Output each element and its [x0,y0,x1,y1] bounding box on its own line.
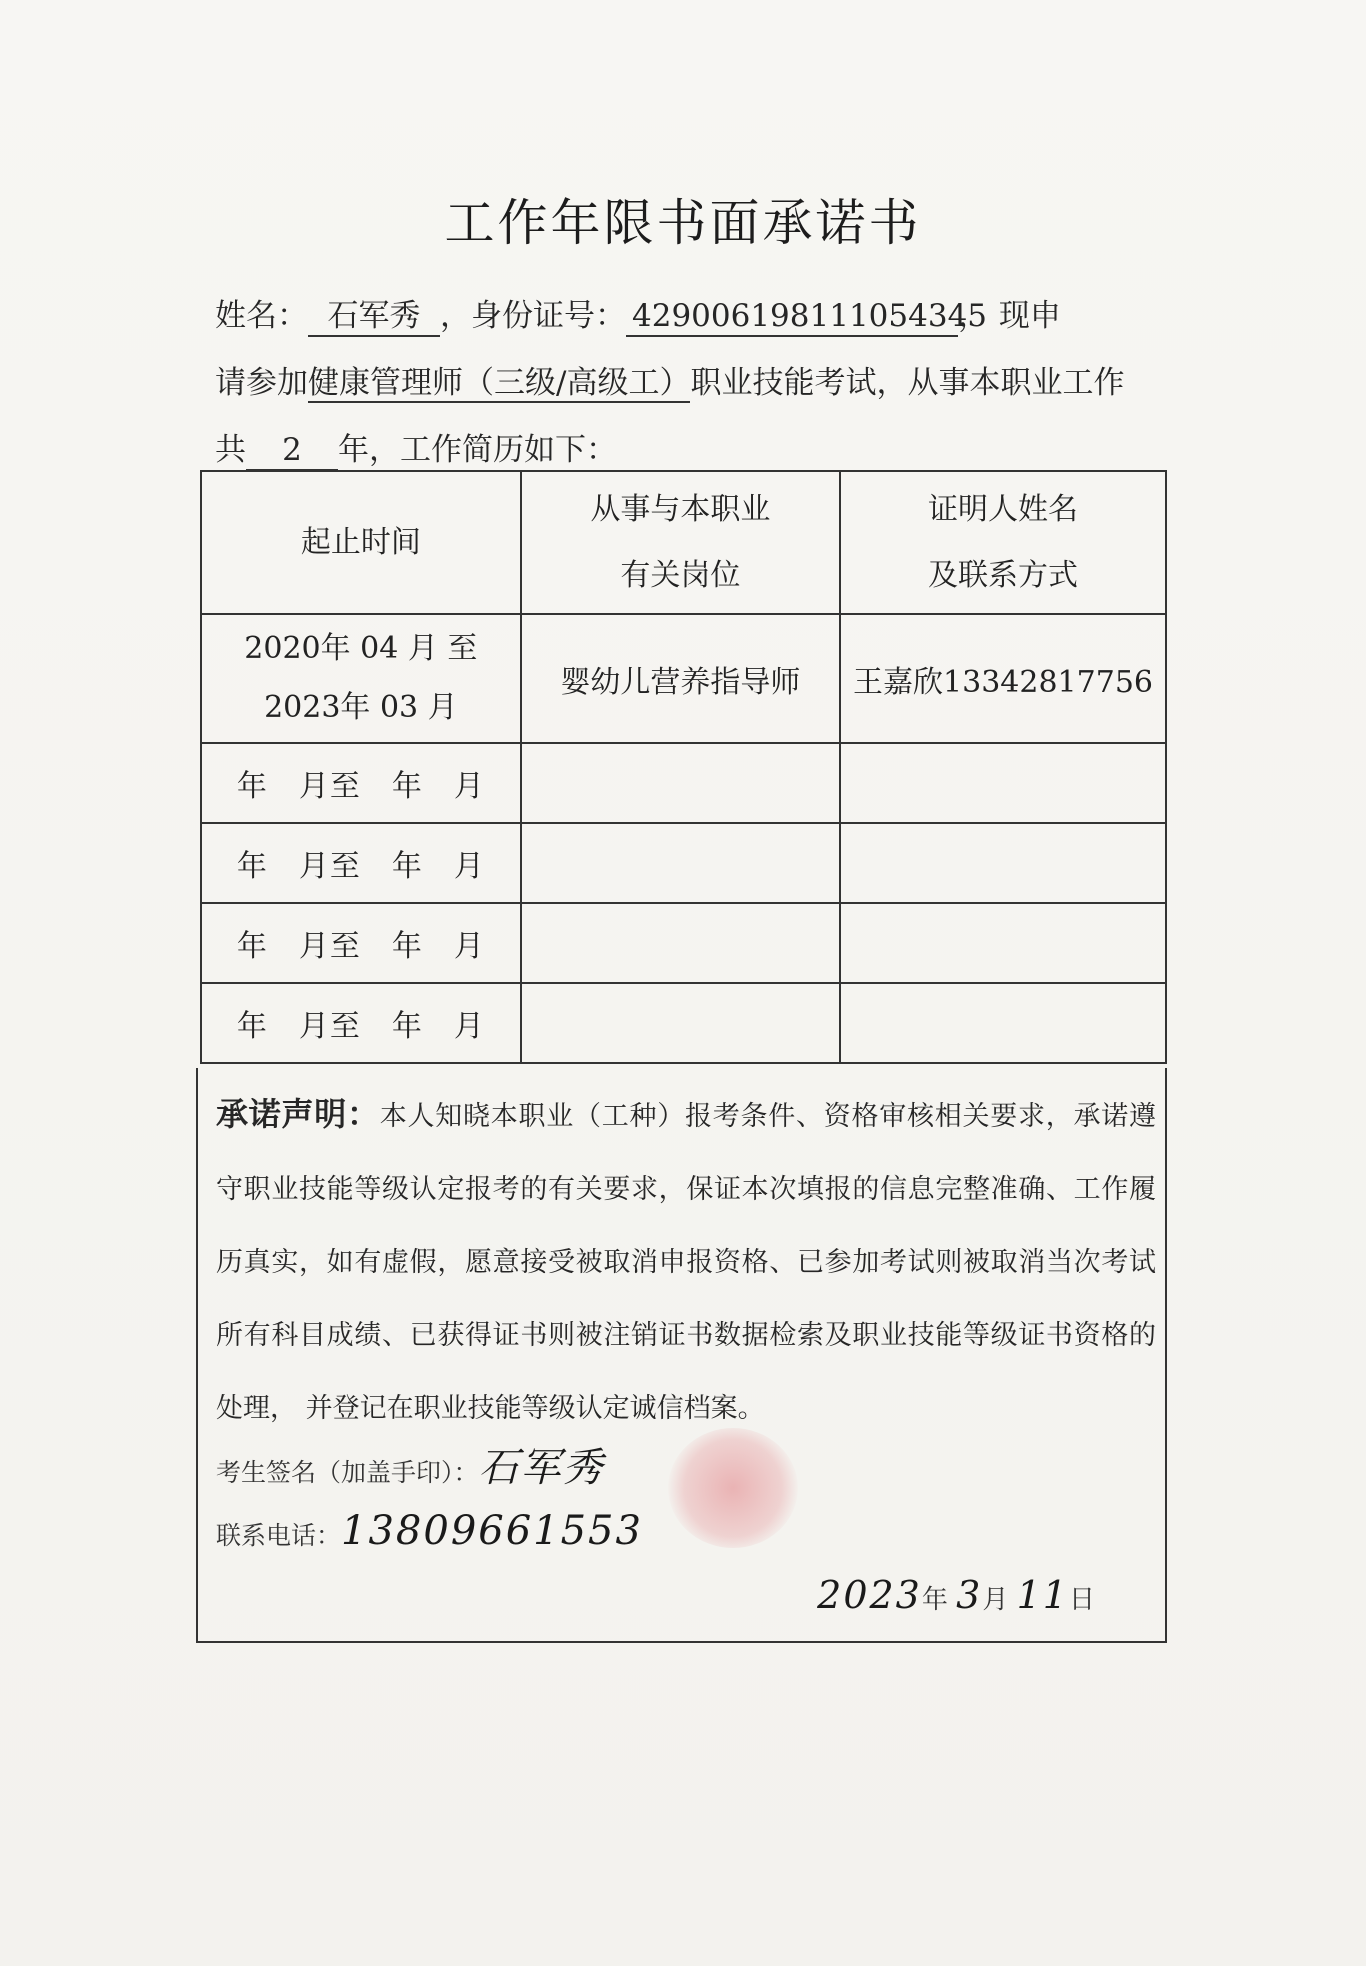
position-cell [521,743,840,823]
header-position-line2: 有关岗位 [620,557,741,593]
fingerprint-stamp [668,1428,798,1548]
intro-line-2 [215,357,1124,402]
position-cell [521,903,840,983]
header-witness [840,471,1166,614]
intro-line-3-tail: 年，工作简历如下： [338,432,617,468]
intro-line-3-head: 共 [215,432,246,468]
header-position-line1: 从事与本职业 [590,491,771,527]
occupation-field: 健康管理师（三级/高级工） [308,365,691,401]
date-month-unit: 月 [982,1585,1009,1615]
signature-label: 考生签名（加盖手印）： [216,1458,479,1487]
table-row [201,614,1166,743]
witness-cell: 王嘉欣13342817756 [840,614,1166,743]
period-cell: 年 月至 年 月 [201,903,521,983]
table-row [201,983,1166,1063]
witness-cell [840,903,1166,983]
header-witness-line1: 证明人姓名 [928,491,1079,527]
pledge-paragraph [216,1078,1156,1445]
period-line2: 2023年 03 月 [264,689,458,725]
table-row [201,743,1166,823]
witness-cell [840,983,1166,1063]
date-month: 3 [956,1573,983,1617]
date-day: 11 [1016,1573,1069,1617]
header-position [521,471,840,614]
id-number-field: 429006198111054345 [626,299,958,337]
header-period: 起止时间 [201,471,521,614]
id-label: ，身份证号： [440,298,626,334]
years-field: 2 [246,433,338,471]
pledge-section [196,1068,1167,1643]
period-cell: 年 月至 年 月 [201,743,521,823]
table-header-row [201,471,1166,614]
intro-line-3 [215,424,617,471]
date-year: 2023 [817,1573,922,1617]
header-witness-line2: 及联系方式 [928,557,1079,593]
period-cell: 年 月至 年 月 [201,983,521,1063]
date-row [817,1573,1095,1617]
document-title: 工作年限书面承诺书 [444,194,922,252]
table-row [201,903,1166,983]
witness-cell [840,823,1166,903]
name-field: 石军秀 [308,299,440,337]
intro-line-2-tail: 职业技能考试，从事本职业工作 [690,365,1125,401]
signature-handwriting: 石军秀 [478,1445,605,1491]
signature-row [216,1436,605,1493]
position-cell [521,983,840,1063]
position-cell: 婴幼儿营养指导师 [521,614,840,743]
period-line1: 2020年 04 月 至 [244,631,478,666]
position-cell [521,823,840,903]
intro-line-1-tail: ， 现申 [958,298,1061,334]
intro-line-2-head: 请参加 [215,365,308,401]
witness-cell [840,743,1166,823]
date-year-unit: 年 [921,1585,948,1615]
work-history-table [200,470,1167,1064]
table-row [201,823,1166,903]
pledge-label: 承诺声明： [216,1095,380,1133]
pledge-text: 本人知晓本职业（工种）报考条件、资格审核相关要求，承诺遵守职业技能等级认定报考的有关要求，保证本次填报的信息完整准确、工作履历真实，如有虚假，愿意接受被取消申报资格、已参加考试则被取消当次考试所有科目成绩、已获得证书则被注销证书数据检索及职业技能等级证书资格的处理， 并登记在职业技能等级认定诚信档案。 [216,1101,1156,1424]
phone-row [216,1508,643,1554]
period-cell [201,614,521,743]
intro-line-1 [215,290,1061,337]
date-day-unit: 日 [1068,1585,1095,1615]
period-cell: 年 月至 年 月 [201,823,521,903]
name-label: 姓名： [215,298,308,334]
phone-handwriting: 13809661553 [341,1508,643,1554]
phone-label: 联系电话： [216,1521,342,1550]
